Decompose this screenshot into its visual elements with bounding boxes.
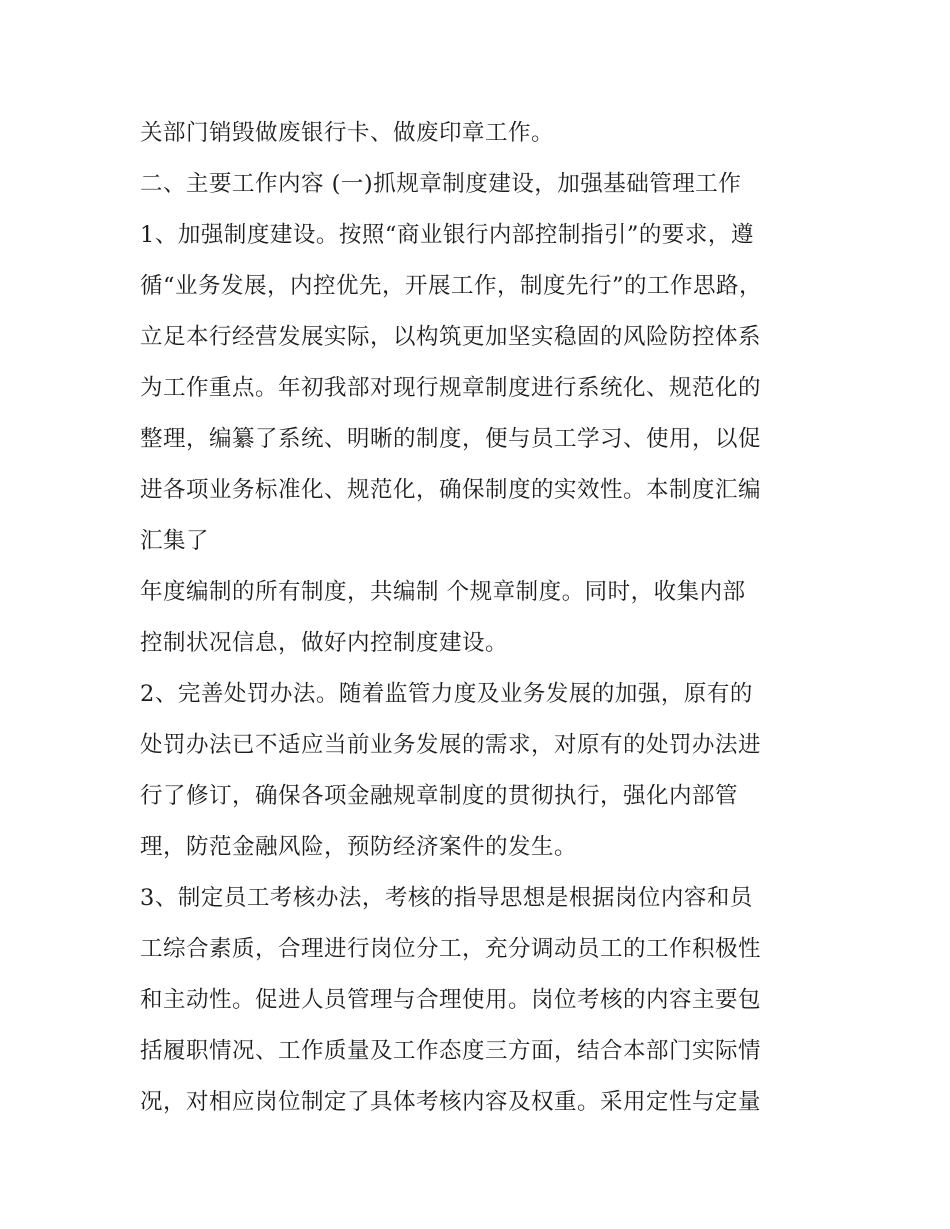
text-line: 工综合素质，合理进行岗位分工，充分调动员工的工作积极性 xyxy=(140,936,762,962)
text-line: 控制状况信息，做好内控制度建设。 xyxy=(140,630,509,656)
text-line: 3、制定员工考核办法，考核的指导思想是根据岗位内容和员 xyxy=(140,885,753,911)
section-heading: 二、主要工作内容 (一)抓规章制度建设，加强基础管理工作 xyxy=(140,171,742,197)
text-line: 整理，编纂了系统、明晰的制度，便与员工学习、使用，以促 xyxy=(140,426,762,452)
text-line: 立足本行经营发展实际，以构筑更加坚实稳固的风险防控体系 xyxy=(140,324,762,350)
document-body xyxy=(140,108,820,1128)
text-line: 进各项业务标准化、规范化，确保制度的实效性。本制度汇编 xyxy=(140,477,762,503)
text-line: 处罚办法已不适应当前业务发展的需求，对原有的处罚办法进 xyxy=(140,732,762,758)
text-line: 况，对相应岗位制定了具体考核内容及权重。采用定性与定量 xyxy=(140,1089,762,1115)
text-line: 汇集了 xyxy=(140,528,210,554)
text-line: 理，防范金融风险，预防经济案件的发生。 xyxy=(140,834,578,860)
text-line: 年度编制的所有制度，共编制 个规章制度。同时，收集内部 xyxy=(140,579,746,605)
text-line: 关部门销毁做废银行卡、做废印章工作。 xyxy=(140,120,555,146)
text-line: 1、加强制度建设。按照“商业银行内部控制指引”的要求，遵 xyxy=(140,222,754,248)
text-line: 和主动性。促进人员管理与合理使用。岗位考核的内容主要包 xyxy=(140,987,762,1013)
text-line: 括履职情况、工作质量及工作态度三方面，结合本部门实际情 xyxy=(140,1038,762,1064)
text-line: 行了修订，确保各项金融规章制度的贯彻执行，强化内部管 xyxy=(140,783,739,809)
text-line: 循“业务发展，内控优先，开展工作，制度先行”的工作思路， xyxy=(140,273,763,299)
text-line: 2、完善处罚办法。随着监管力度及业务发展的加强，原有的 xyxy=(140,681,753,707)
text-line: 为工作重点。年初我部对现行规章制度进行系统化、规范化的 xyxy=(140,375,762,401)
